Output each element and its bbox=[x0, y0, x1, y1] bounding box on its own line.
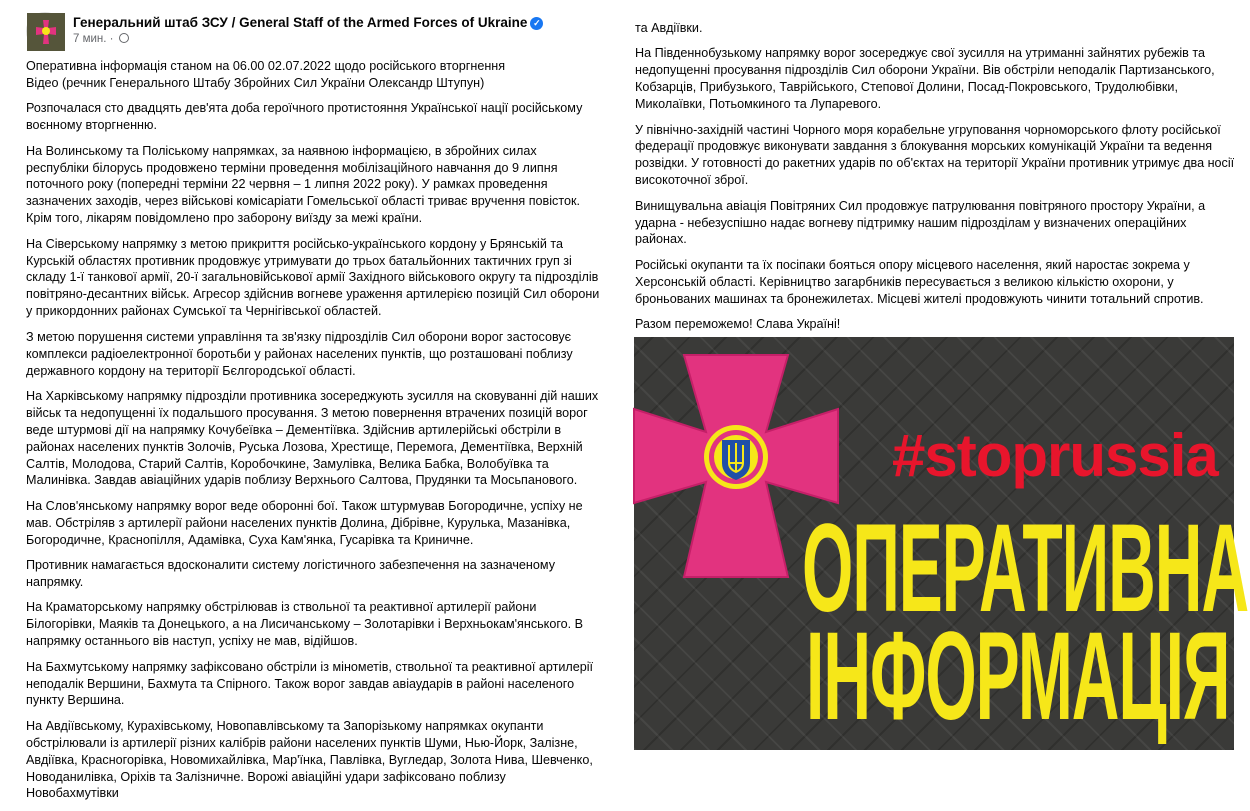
page-name-text[interactable]: Генеральний штаб ЗСУ / General Staff of the Armed Forces of Ukraine bbox=[73, 15, 528, 30]
post-image[interactable] bbox=[634, 337, 1249, 750]
post-header bbox=[26, 12, 606, 52]
post-paragraph: Винищувальна авіація Повітряних Сил продовжує патрулювання повітряного простору України, а ударна - небезуспішно надає вогневу підтримку нашим підрозділам у визначених операційних районах. bbox=[635, 198, 1206, 247]
post-time[interactable]: 7 мин. · bbox=[73, 33, 114, 45]
post-paragraph: На Краматорському напрямку обстрілював із ствольної та реактивної артилерії райони Білогорівки, Маяків та Донецького, а на Лисичанському – Золотарівки і Верхньокам'янського. В напрямку останнього вів наступ, успіху не мав, відійшов. bbox=[26, 600, 584, 649]
post-paragraph: На Авдіївському, Курахівському, Новопавлівському та Запорізькому напрямках окупанти обстрілювали із артилерії різних калібрів райони населених пунктів Шуми, Нью-Йорк, Залізне, Авдіївка, Красногорівка, Новомихайлівка, Мар'їнка, Павлівка, Вугледар, Золота Нива, Шевченко, Новоданилівка, Оріхів та Залізничне. Ворожі авіаційні удари зафіксовано поблизу Новобахмутівки bbox=[26, 718, 593, 801]
post-right-column bbox=[620, 0, 1250, 764]
page-name[interactable] bbox=[73, 15, 543, 30]
post-text bbox=[26, 58, 601, 811]
fade-overlay bbox=[620, 0, 1250, 10]
verified-badge-icon: ✓ bbox=[530, 17, 543, 30]
post-paragraph: На Харківському напрямку підрозділи противника зосереджують зусилля на сковуванні дій наших військ та недопущенні їх подальшого просування. З метою повернення втрачених позицій ворог веде штурмові дії на напрямку Кочубеївка – Дементіївка. Здійснив артилерійські обстріли в районах населених пунктів Золочів, Руська Лозова, Хрестище, Перемога, Дементіївка, Верхній Салтів, Молодова, Старий Салтів, Коробочкине, Замулівка, Велика Бабка, Волобуївка та Малинівка. Завдав авіаційних ударів поблизу Верхнього Салтова, Прудянки та Мосьпанового. bbox=[26, 388, 599, 488]
globe-icon bbox=[119, 33, 129, 43]
hashtag-text: #stoprussia bbox=[892, 422, 1218, 489]
headline-line-1: ОПЕРАТИВНА bbox=[802, 496, 1249, 638]
post-paragraph: На Волинському та Поліському напрямках, за наявною інформацією, в збройних силах республіки білорусь продовжено терміни проведення мобілізаційного навчання до 9 липня поточного року (попередні терміни 22 червня – 1 липня 2022 року). У рамках проведення зазначених заходів, через військові комісаріати Гомельської області триває вручення повісток. Крім того, лікарям повідомлено про заборону виїзду за межі країни. bbox=[26, 143, 580, 226]
post-left-column bbox=[0, 0, 615, 801]
avatar[interactable] bbox=[26, 12, 64, 50]
post-paragraph: На Південнобузькому напрямку ворог зосереджує свої зусилля на утриманні зайнятих рубежів та недопущенні просування підрозділів Сил оборони України. Вів обстріли неподалік Партизанського, Кобзарців, Прибузького, Таврійського, Степової Долини, Посад-Покровського, Трудолюбівки, Миколаївки, Потьомкиного та Лупаревого. bbox=[635, 46, 1215, 112]
post-meta bbox=[73, 33, 129, 45]
post-paragraph: На Сіверському напрямку з метою прикриття російсько-українського кордону у Брянській та Курській областях противник продовжує утримувати до трьох батальйонних тактичних груп зі складу 1-ї танкової армії, 20-ї загальновійськової армії Західного військового округу та підрозділів повітряно-десантних військ. Агресор здійснив вогневе ураження артилерією позицій Сил оборони у прикордонних районах Сумської та Чернігівської областей. bbox=[26, 236, 600, 319]
post-text-continued bbox=[635, 20, 1235, 342]
post-paragraph: Противник намагається вдосконалити систему логістичного забезпечення на зазначеному напрямку. bbox=[26, 558, 555, 589]
headline-line-2: ІНФОРМАЦІЯ bbox=[806, 604, 1230, 746]
cross-emblem-icon bbox=[27, 13, 65, 51]
post-paragraph: Російські окупанти та їх посіпаки бояться опору місцевого населення, який наростає зокрема у Херсонській області. Керівництво загарбників пересувається з великою кількістю охорони, у броньованих машинах та бронежилетах. Місцеві жителі продовжують чинити тотальний спротив. bbox=[635, 257, 1204, 306]
post-paragraph: З метою порушення системи управління та зв'язку підрозділів Сил оборони ворог застосовує комплекси радіоелектронної боротьби у районах населених пунктів, що розташовані поблизу державного кордону на території Бєлгородської області. bbox=[26, 329, 573, 378]
post-paragraph: На Бахмутському напрямку зафіксовано обстріли із мінометів, ствольної та реактивної артилерії неподалік Вершини, Бахмута та Спірного. Також ворог завдав авіаударів в районі населеного пункту Вершина. bbox=[26, 659, 594, 708]
post-paragraph: У північно-західній частині Чорного моря корабельне угруповання чорноморського флоту російської федерації продовжує виконувати завдання з блокування морських комунікацій України та ведення розвідки. У готовності до ракетних ударів по об'єктах на території України противник утримує два носії високоточної зброї. bbox=[635, 122, 1235, 188]
post-paragraph: На Слов'янському напрямку ворог веде оборонні бої. Також штурмував Богородичне, успіху не мав. Обстріляв з артилерії райони населених пунктів Долина, Дібрівне, Курулька, Мазанівка, Богородичне, Краснопілля, Адамівка, Суха Кам'янка, Гусарівка та Криничне. bbox=[26, 498, 583, 547]
post-paragraph: Разом переможемо! Слава Україні! bbox=[635, 317, 841, 332]
post-paragraph: Розпочалася сто двадцять дев'ята доба героїчного протистояння Української нації російському воєнному вторгненню. bbox=[26, 101, 583, 133]
post-paragraph: та Авдіївки. bbox=[635, 21, 703, 35]
post-paragraph: Оперативна інформація станом на 06.00 02.07.2022 щодо російського вторгнення Відео (речник Генерального Штабу Збройних Сил України Олександр Штупун) bbox=[26, 59, 506, 90]
